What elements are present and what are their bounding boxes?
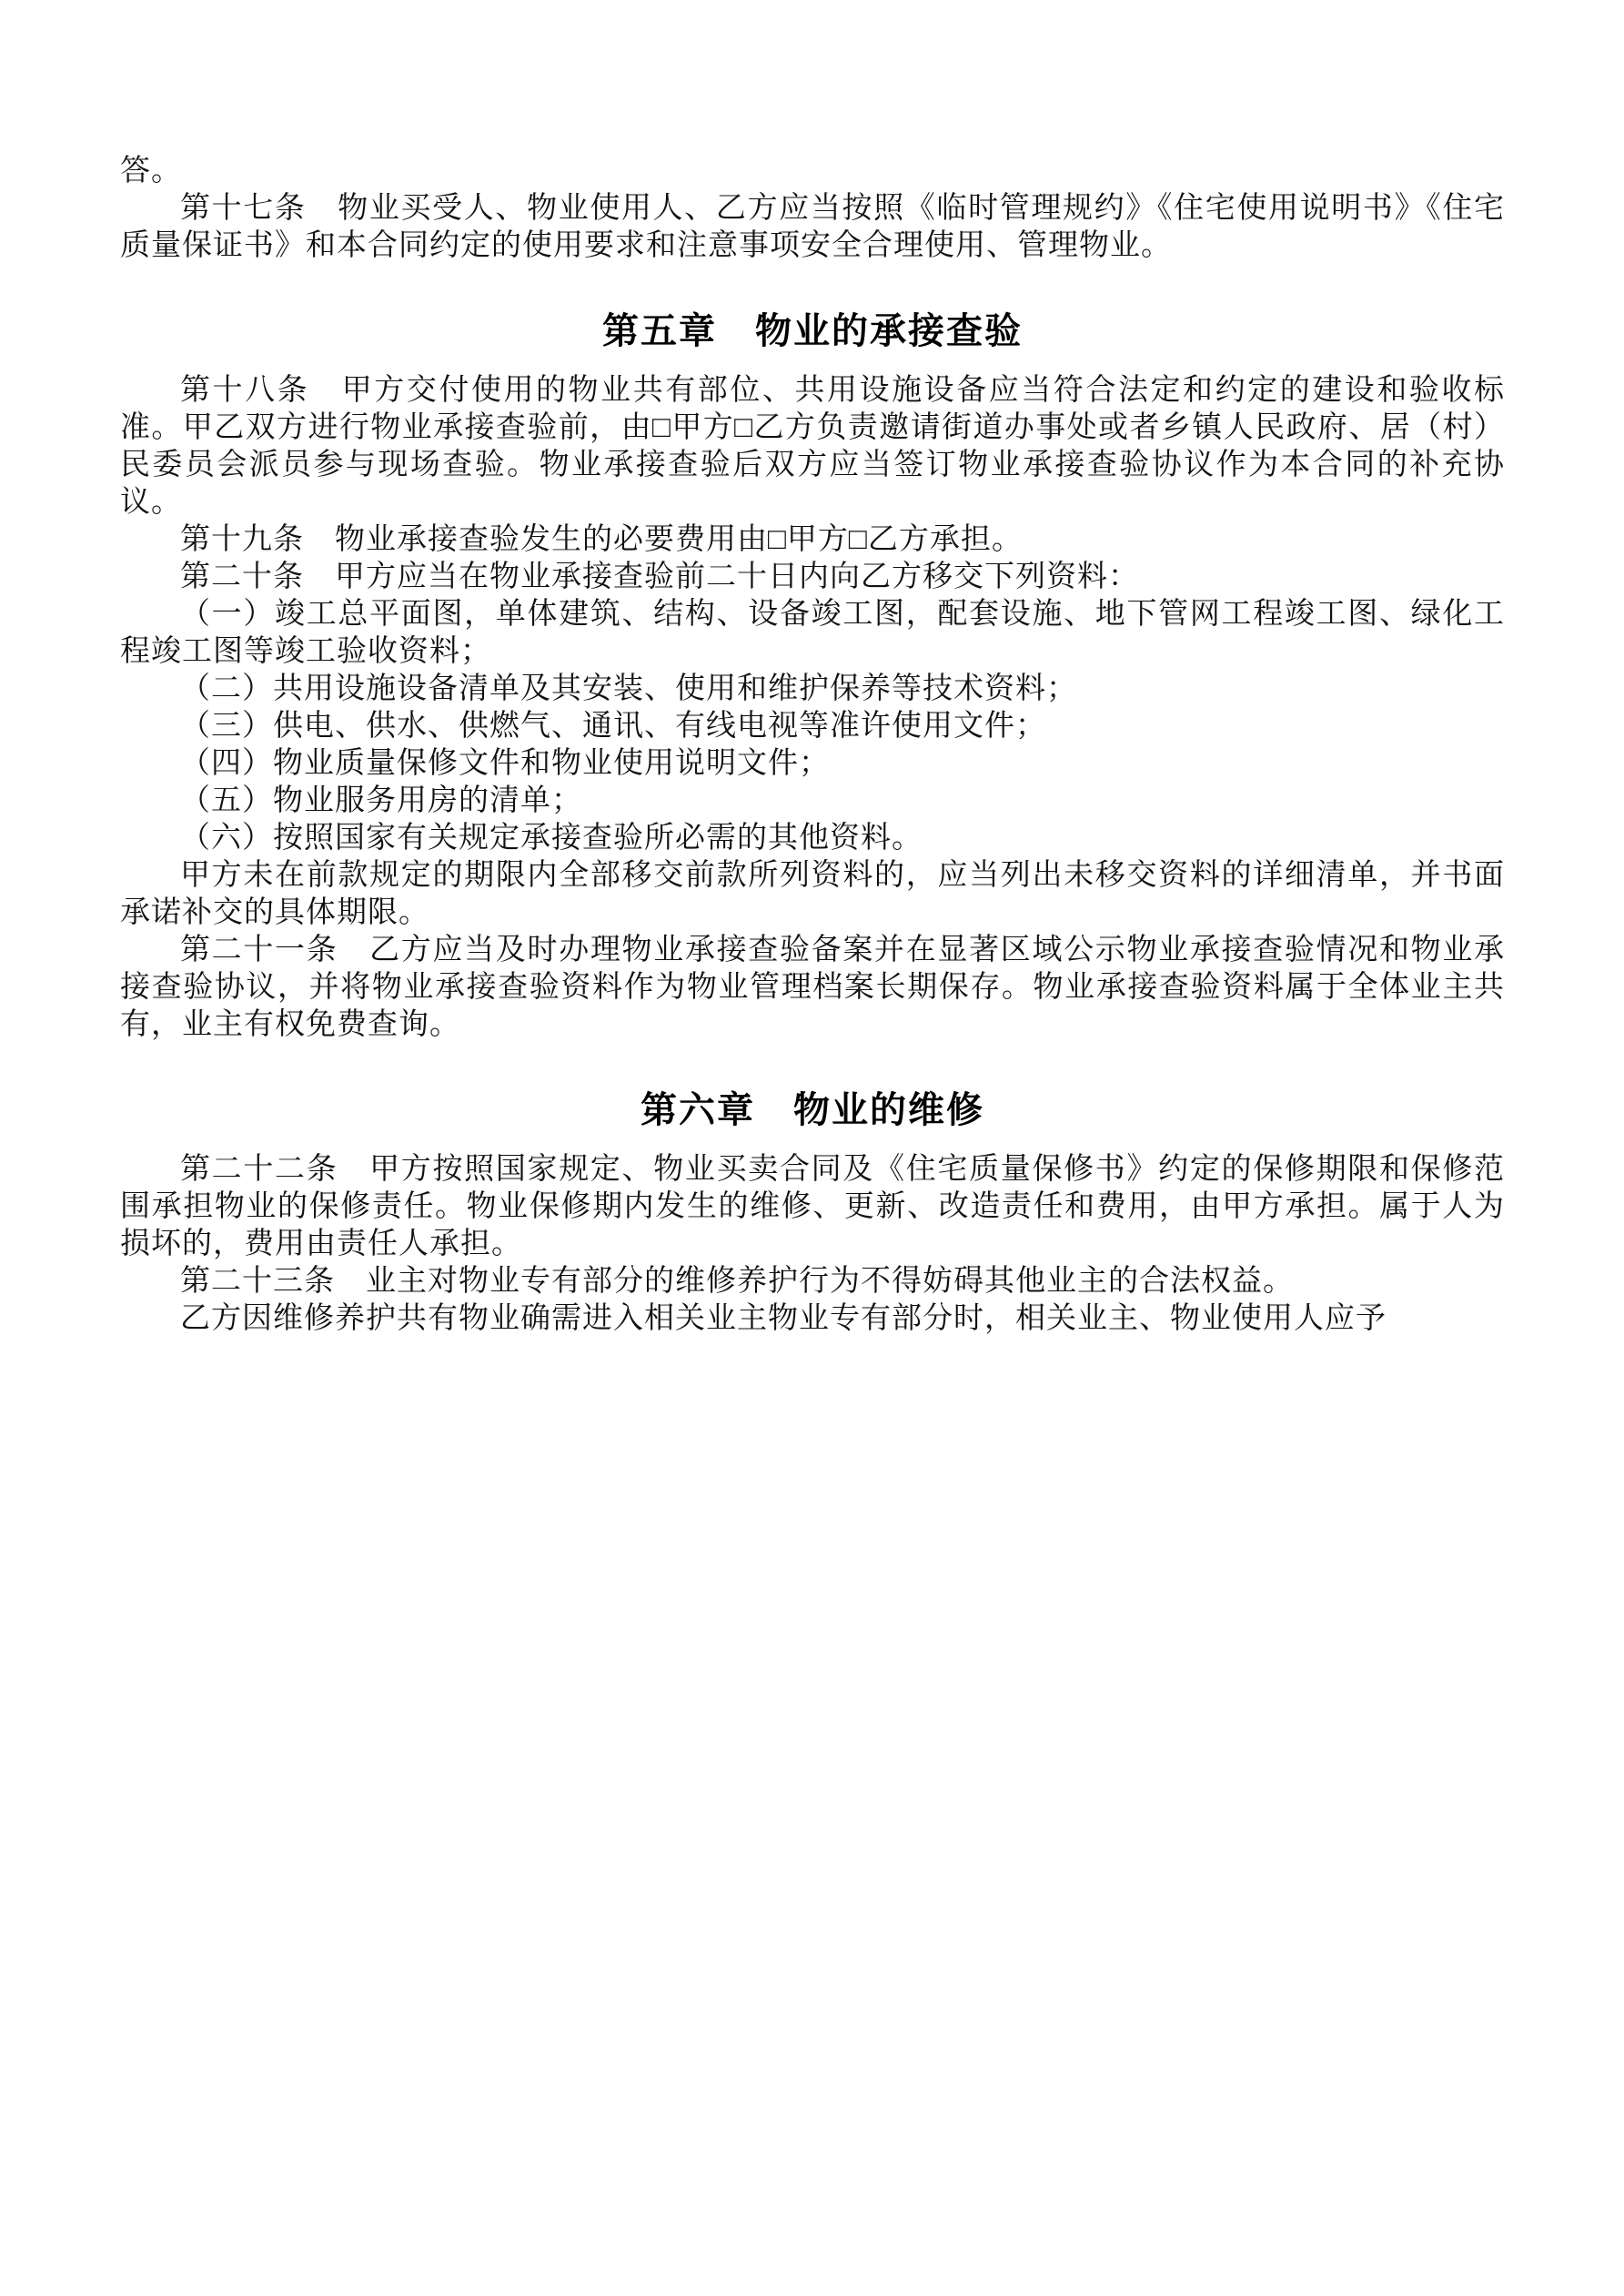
paragraph: 第十七条 物业买受人、物业使用人、乙方应当按照《临时管理规约》《住宅使用说明书》《住宅质量保证书》和本合同约定的使用要求和注意事项安全合理使用、管理物业。 [120,192,1505,262]
list-item: （二）共用设施设备清单及其安装、使用和维护保养等技术资料； [180,673,1077,705]
chapter-heading: 第五章 物业的承接查验 [602,311,1023,351]
list-item: （四）物业质量保修文件和物业使用说明文件； [180,747,830,780]
paragraph: 第二十条 甲方应当在物业承接查验前二十日内向乙方移交下列资料： [180,561,1139,593]
list-item: （六）按照国家有关规定承接查验所必需的其他资料。 [180,822,923,855]
paragraph: 第二十三条 业主对物业专有部分的维修养护行为不得妨碍其他业主的合法权益。 [180,1265,1294,1298]
paragraph: 第二十二条 甲方按照国家规定、物业买卖合同及《住宅质量保修书》约定的保修期限和保修范围承担物业的保修责任。物业保修期内发生的维修、更新、改造责任和费用，由甲方承担。属于人为损坏的，费用由责任人承担。 [120,1153,1505,1260]
paragraph: 第二十一条 乙方应当及时办理物业承接查验备案并在显著区域公示物业承接查验情况和物业承接查验协议，并将物业承接查验资料作为物业管理档案长期保存。物业承接查验资料属于全体业主共有，业主有权免费查询。 [120,934,1505,1041]
list-item: （三）供电、供水、供燃气、通讯、有线电视等准许使用文件； [180,710,1046,743]
chapter-heading: 第六章 物业的维修 [641,1090,984,1130]
document-body [120,153,1505,1338]
paragraph: 乙方因维修养护共有物业确需进入相关业主物业专有部分时，相关业主、物业使用人应予 [180,1302,1387,1335]
paragraph: 第十九条 物业承接查验发生的必要费用由□甲方□乙方承担。 [180,523,1023,556]
paragraph: 答。 [120,155,182,187]
paragraph: 甲方未在前款规定的期限内全部移交前款所列资料的，应当列出未移交资料的详细清单，并书面承诺补交的具体期限。 [120,859,1505,929]
paragraph: 第十八条 甲方交付使用的物业共有部位、共用设施设备应当符合法定和约定的建设和验收标准。甲乙双方进行物业承接查验前，由□甲方□乙方负责邀请街道办事处或者乡镇人民政府、居（村）民委员会派员参与现场查验。物业承接查验后双方应当签订物业承接查验协议作为本合同的补充协议。 [120,374,1505,519]
list-item: （五）物业服务用房的清单； [180,784,582,817]
list-item: （一）竣工总平面图，单体建筑、结构、设备竣工图，配套设施、地下管网工程竣工图、绿化工程竣工图等竣工验收资料； [120,598,1505,668]
